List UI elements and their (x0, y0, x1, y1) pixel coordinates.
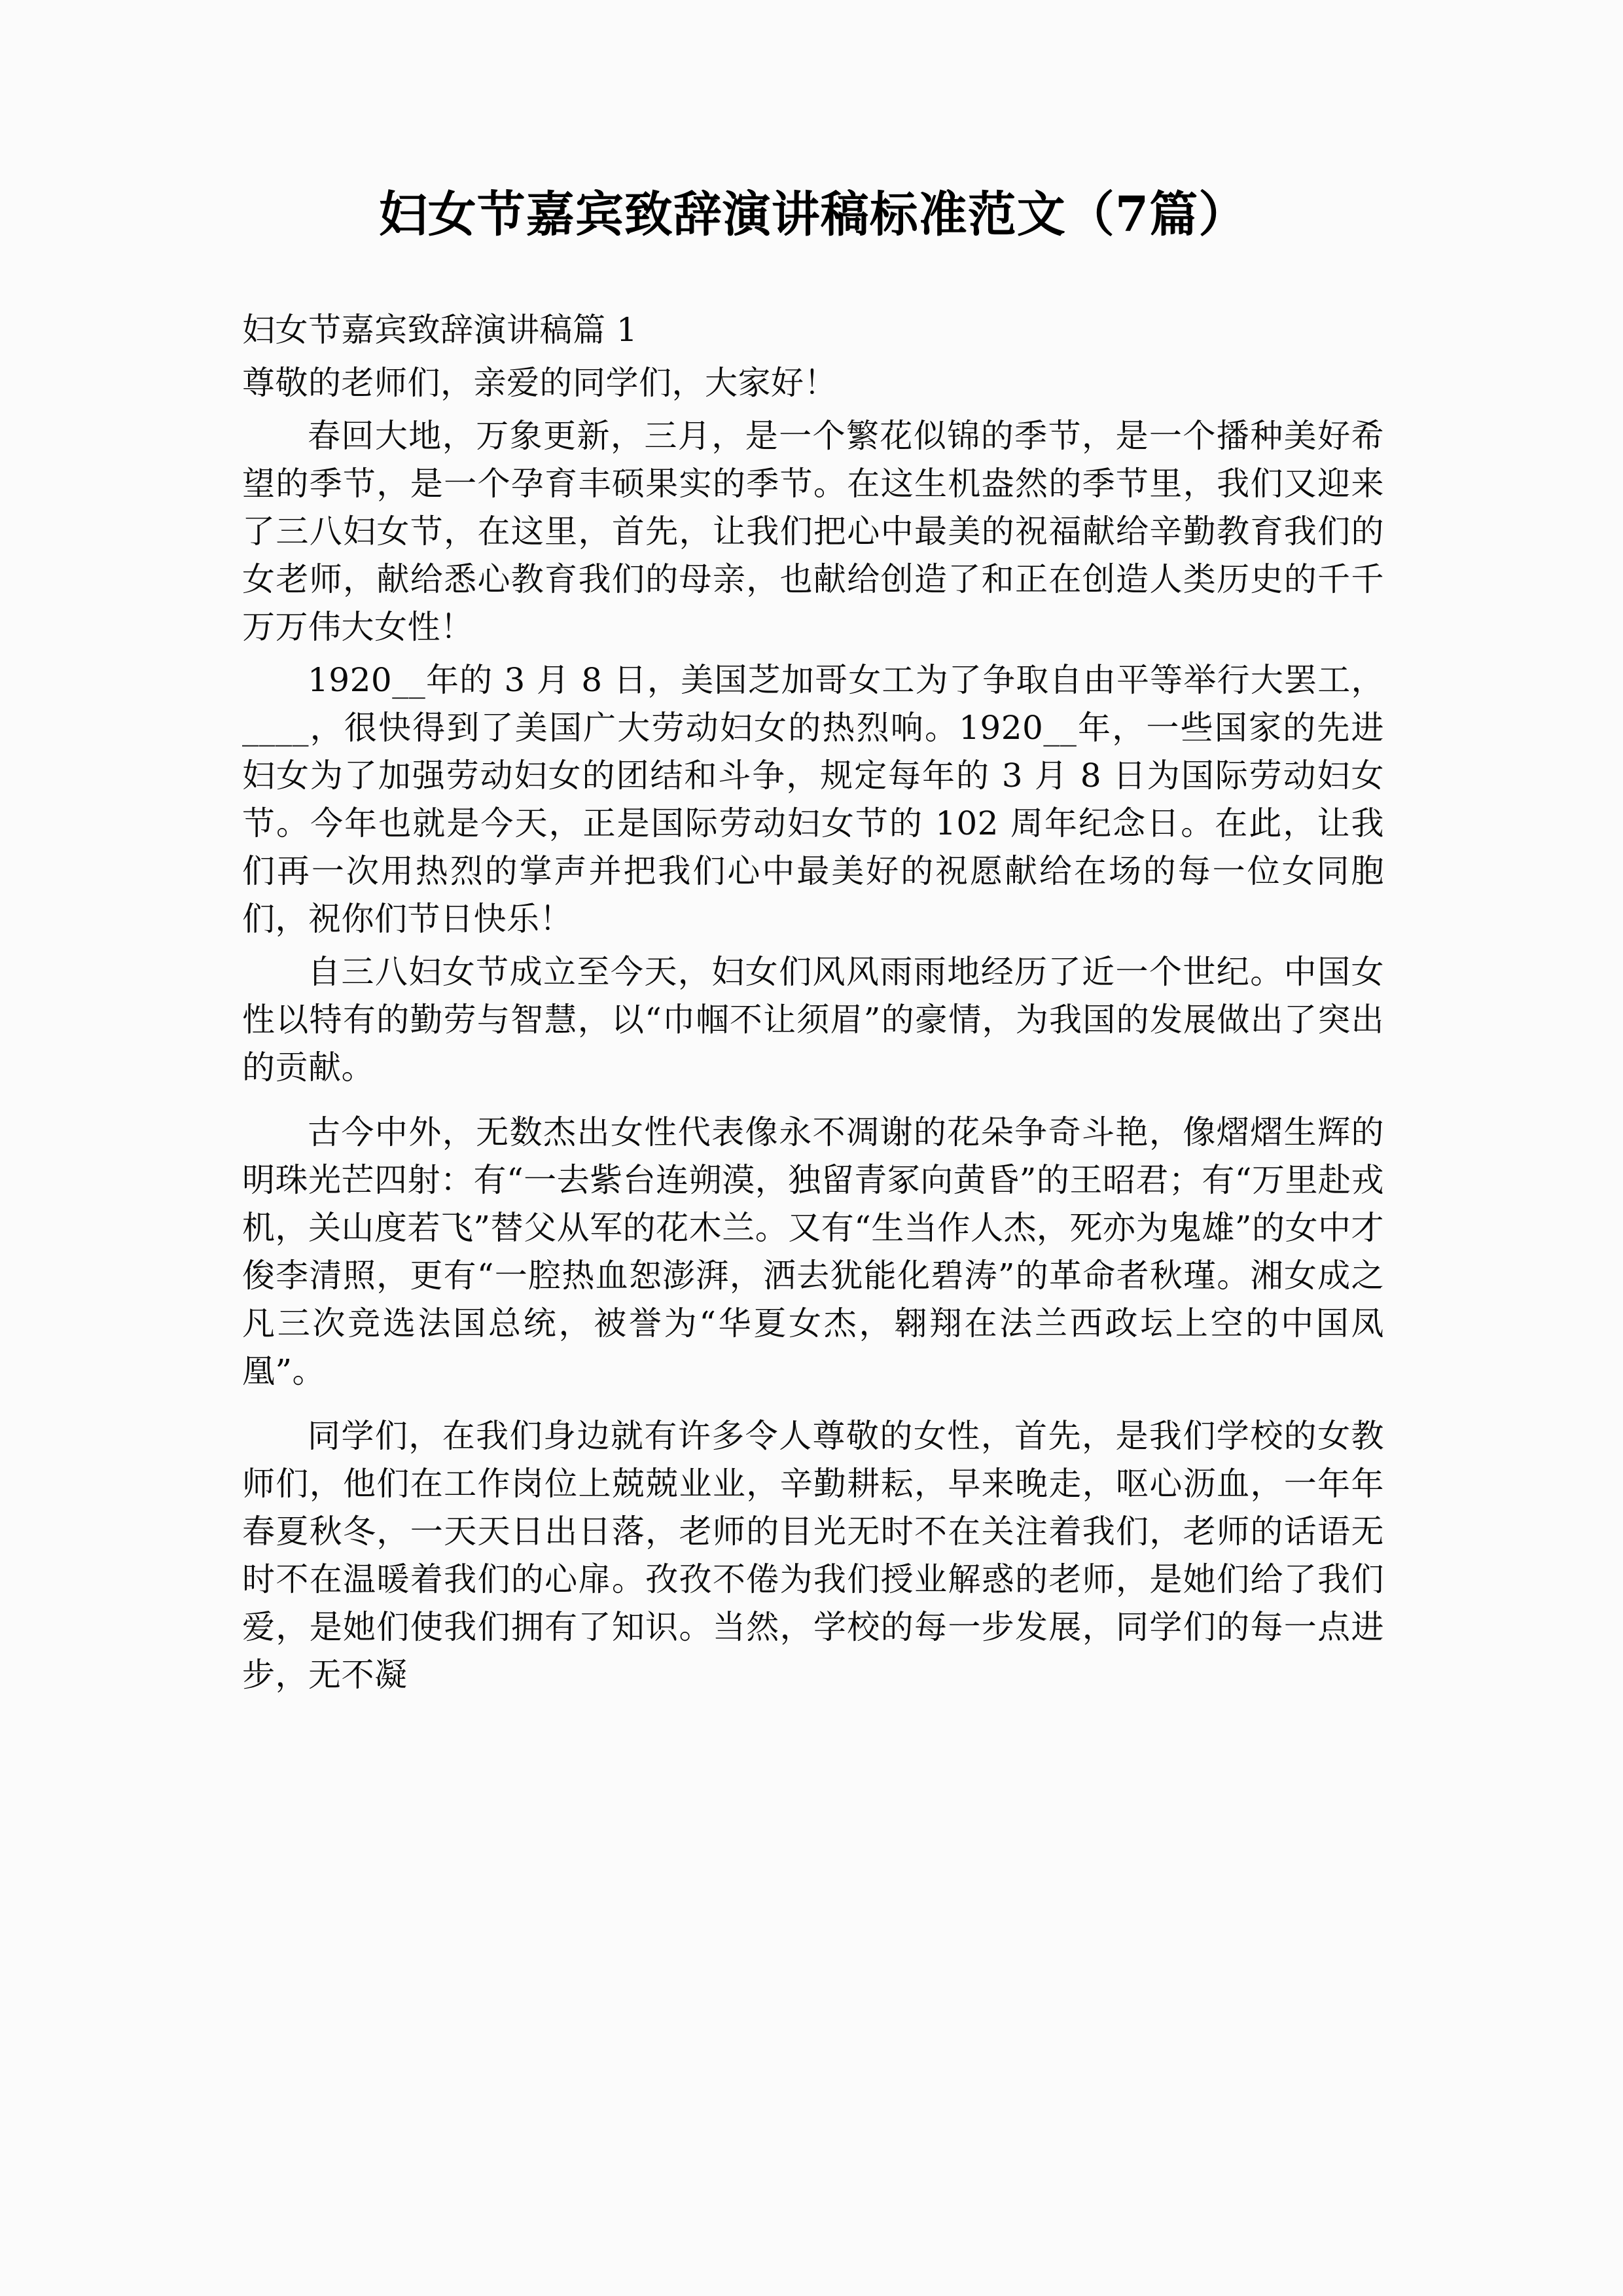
page-content (242, 0, 1384, 1699)
section-heading: 妇女节嘉宾致辞演讲稿篇 1 (242, 311, 638, 350)
paragraph-spring: 春回大地，万象更新，三月，是一个繁花似锦的季节，是一个播种美好希望的季节，是一个孕育丰硕果实的季节。在这生机盎然的季节里，我们又迎来了三八妇女节，在这里，首先，让我们把心中最美的祝福献给辛勤教育我们的女老师，献给悉心教育我们的母亲，也献给创造了和正在创造人类历史的千千万万伟大女性！ (242, 417, 1384, 647)
document-body (242, 306, 1384, 1699)
paragraph-famous-women: 古今中外，无数杰出女性代表像永不凋谢的花朵争奇斗艳，像熠熠生辉的明珠光芒四射：有“一去紫台连朔漠，独留青冢向黄昏”的王昭君；有“万里赴戎机，关山度若飞”替父从军的花木兰。又有“生当作人杰，死亦为鬼雄”的女中才俊李清照，更有“一腔热血恕澎湃，洒去犹能化碧涛”的革命者秋瑾。湘女成之凡三次竞选法国总统，被誉为“华夏女杰，翱翔在法兰西政坛上空的中国凤凰”。 (242, 1113, 1384, 1391)
paragraph-teachers: 同学们，在我们身边就有许多令人尊敬的女性，首先，是我们学校的女教师们，他们在工作岗位上兢兢业业，辛勤耕耘，早来晚走，呕心沥血，一年年春夏秋冬，一天天日出日落，老师的目光无时不在关注着我们，老师的话语无时不在温暖着我们的心扉。孜孜不倦为我们授业解惑的老师，是她们给了我们爱，是她们使我们拥有了知识。当然，学校的每一步发展，同学们的每一点进步，无不凝 (242, 1417, 1384, 1695)
salutation-line: 尊敬的老师们，亲爱的同学们，大家好！ (242, 364, 837, 403)
paragraph-century: 自三八妇女节成立至今天，妇女们风风雨雨地经历了近一个世纪。中国女性以特有的勤劳与智慧，以“巾帼不让须眉”的豪情，为我国的发展做出了突出的贡献。 (242, 953, 1384, 1087)
page-title: 妇女节嘉宾致辞演讲稿标准范文（7篇） (378, 187, 1248, 243)
paragraph-history-1920: 1920__年的 3 月 8 日，美国芝加哥女工为了争取自由平等举行大罢工，____，很快得到了美国广大劳动妇女的热烈响。1920__年，一些国家的先进妇女为了加强劳动妇女的团结和斗争，规定每年的 3 月 8 日为国际劳动妇女节。今年也就是今天，正是国际劳动妇女节的 102 周年纪念日。在此，让我们再一次用热烈的掌声并把我们心中最美好的祝愿献给在场的每一位女同胞们，祝你们节日快乐！ (242, 661, 1384, 939)
